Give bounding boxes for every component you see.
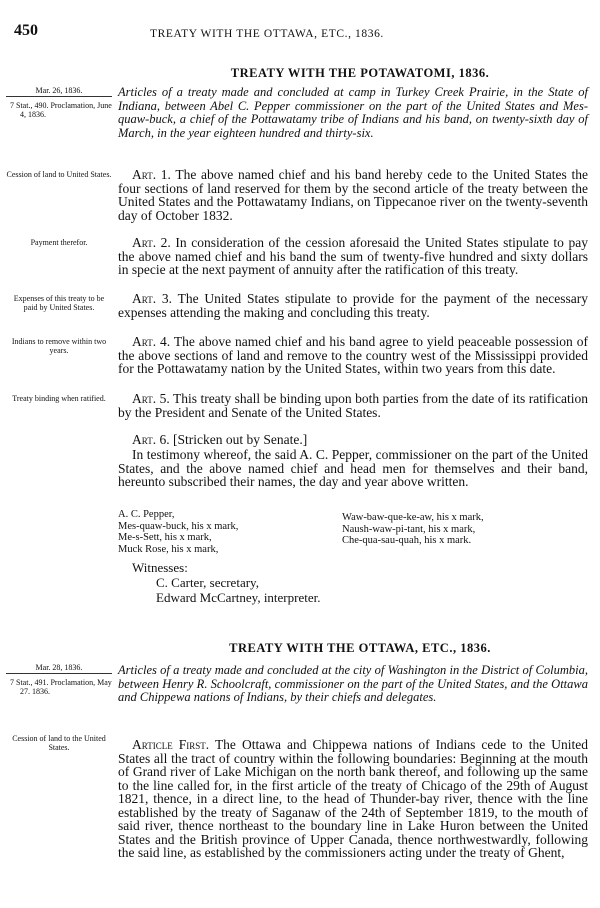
article-first-text: The Ottawa and Chippewa nations of Indians cede to the United States all the tract of country within the following boundaries: Beginning at the mouth of Grand river of Lake Michigan on the north bank thereof, and following up the same to the line called for, in the first article of the treaty of Chicago of the 29th of August 1821, thence, in a direct line, to the head of Thunder-bay river, thence with the line established by the treaty of Saganaw of the 24th of September 1819, to the mouth of said river, thence northeast to the boundary line in Lake Huron between the United States and the British province of Upper Canada, thence northwestwardly, following the said line, as established by the commissioners acting under the treaty of Ghent, <box>118 737 588 860</box>
treaty-title-ottawa: TREATY WITH THE OTTAWA, ETC., 1836. <box>229 641 491 655</box>
margin-date-2 <box>6 663 112 696</box>
witnesses-block <box>132 560 320 605</box>
article-1-text: The above named chief and his band hereby cede to the United States the four sections of land reserved for them by the second article of the treaty between the United States and the Pottawatamy Indians, on Tippecanoe river on the twenty-seventh day of October 1832. <box>118 167 588 223</box>
article-first-label: Article First. <box>132 737 210 752</box>
side-note-payment: Payment therefor. <box>30 238 88 247</box>
article-3 <box>118 292 588 319</box>
article-5 <box>118 392 588 419</box>
testimony-paragraph: In testimony whereof, the said A. C. Pepper, commissioner on the part of the United States, and the above named chief and head men for themselves and their band, hereunto subscribed their names, the day and year above written. <box>118 447 588 489</box>
side-note-cession-2: Cession of land to the United States. <box>12 734 106 752</box>
treaty-title-potawatomi: TREATY WITH THE POTAWATOMI, 1836. <box>230 66 490 80</box>
side-note-expenses: Expenses of this treaty to be paid by United States. <box>13 294 105 312</box>
article-5-text: This treaty shall be binding upon both parties from the date of its ratification by the President and Senate of the United States. <box>118 391 588 420</box>
signature-line: Naush-waw-pi-tant, his x mark, <box>342 523 476 535</box>
signatures-right <box>342 512 484 547</box>
article-5-label: Art. 5. <box>132 391 170 406</box>
page-number: 450 <box>14 22 38 39</box>
article-first <box>118 738 588 860</box>
preamble-ottawa: Articles of a treaty made and concluded at the city of Washington in the District of Columbia, between Henry R. Schoolcraft, commissioner on the part of the United States, and the Ottawa and Chippewa nations of Indians, by their chiefs and delegates. <box>118 663 588 704</box>
signature-line: Me-s-Sett, his x mark, <box>118 532 212 543</box>
witnesses-label: Witnesses: <box>132 560 188 575</box>
margin-date-text: Mar. 28, 1836. <box>6 663 112 674</box>
margin-citation: 7 Stat., 490. Proclamation, June 4, 1836. <box>10 101 112 119</box>
margin-date-text: Mar. 26, 1836. <box>6 86 112 97</box>
article-2-text: In consideration of the cession aforesaid the United States stipulate to pay the above named chief and his band the sum of twenty-five hundred and sixty dollars in specie at the next payment of annuity after the ratification of this treaty. <box>118 235 589 277</box>
article-6-label: Art. 6. <box>132 432 170 447</box>
article-4-label: Art. 4. <box>132 334 171 349</box>
margin-citation: 7 Stat., 491. Proclamation, May 27. 1836. <box>10 678 112 696</box>
article-1-label: Art. 1. <box>132 167 171 182</box>
article-4 <box>118 335 588 376</box>
article-2-label: Art. 2. <box>132 235 171 250</box>
signature-line: Che-qua-sau-quah, his x mark. <box>342 535 472 546</box>
article-3-text: The United States stipulate to provide for the payment of the necessary expenses attending the making and concluding this treaty. <box>118 291 588 320</box>
signature-line: A. C. Pepper, <box>118 509 175 520</box>
signatures-left <box>118 509 238 555</box>
article-2 <box>118 236 588 277</box>
margin-date-1 <box>6 86 112 119</box>
side-note-binding: Treaty binding when ratified. <box>12 394 106 403</box>
preamble-potawatomi: Articles of a treaty made and concluded at camp in Turkey Creek Prairie, in the State of Indiana, between Abel C. Pepper commissioner on the part of the United States and Mes-quaw-buck, a chief of the Pottawatamy tribe of Indians and his band, on twenty-sixth day of March, in the year eighteen hundred and thirty-six. <box>118 85 588 140</box>
article-6 <box>118 433 588 447</box>
side-note-cession: Cession of land to United States. <box>6 170 112 179</box>
signature-line: Mes-quaw-buck, his x mark, <box>118 520 239 532</box>
article-4-text: The above named chief and his band agree to yield peaceable possession of the above sections of land and remove to the country west of the Mississippi provided for the Pottawatamy nation by the United States, within two years from this date. <box>118 334 588 376</box>
side-note-remove: Indians to remove within two years. <box>11 337 107 355</box>
article-3-label: Art. 3. <box>132 291 173 306</box>
signature-line: Muck Rose, his x mark, <box>118 543 219 555</box>
signature-line: Waw-baw-que-ke-aw, his x mark, <box>342 512 484 523</box>
running-head: TREATY WITH THE OTTAWA, ETC., 1836. <box>150 28 384 40</box>
witness-line: C. Carter, secretary, <box>156 575 259 590</box>
article-1 <box>118 168 588 222</box>
witness-line: Edward McCartney, interpreter. <box>156 590 321 605</box>
article-6-text: [Stricken out by Senate.] <box>172 432 308 447</box>
